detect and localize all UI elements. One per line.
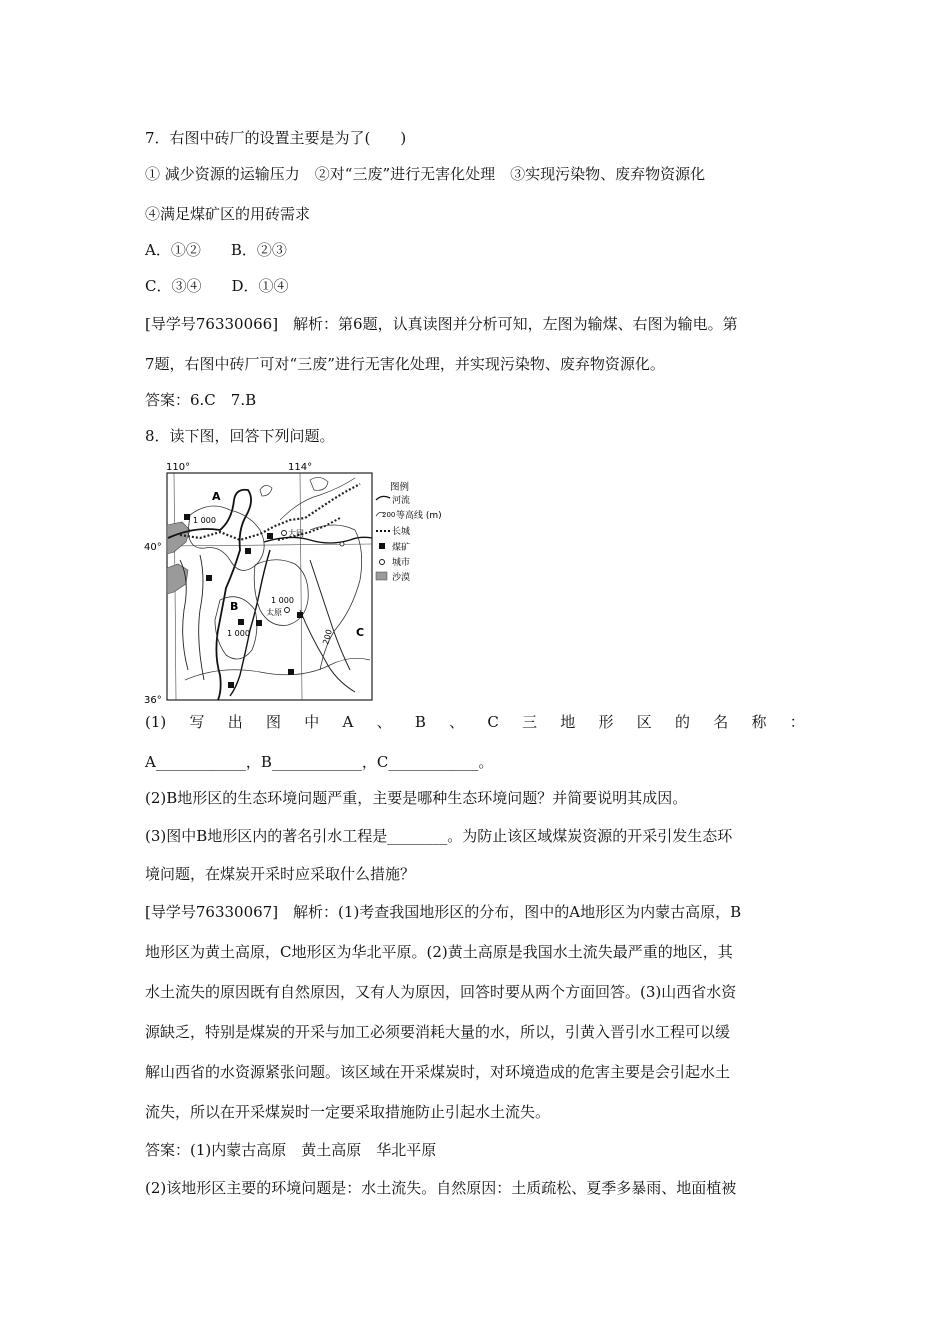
contour-label-1000-c: 1 000 bbox=[227, 629, 250, 638]
q8-sub1-char: A bbox=[342, 713, 354, 731]
q7-choice-ab: A．①② B．②③ bbox=[145, 241, 287, 259]
coal-mine-2 bbox=[267, 533, 273, 539]
q8-analysis-line-5: 解山西省的水资源紧张问题。该区域在开采煤炭时，对环境造成的危害主要是会引起水土 bbox=[145, 1063, 731, 1081]
legend-city-symbol bbox=[380, 560, 385, 565]
q7-analysis-line2: 7题，右图中砖厂可对“三废”进行无害化处理，并实现污染物、废弃物资源化。 bbox=[145, 355, 665, 373]
city-taiyuan-label: 太原 bbox=[266, 608, 282, 617]
q8-sub1-char: 的 bbox=[675, 713, 691, 731]
q8-sub1-char: 、 bbox=[449, 713, 465, 731]
region-b-label: B bbox=[230, 600, 239, 613]
q8-sub1-char: ： bbox=[789, 713, 805, 731]
legend-desert: 沙漠 bbox=[392, 573, 411, 583]
coal-mine-8 bbox=[288, 669, 294, 675]
q8-analysis-line-1: [导学号76330067] 解析：(1)考查我国地形区的分布，图中的A地形区为内蒙古高原，B bbox=[145, 903, 742, 921]
map-legend bbox=[376, 481, 442, 583]
q8-sub3-line2: 境问题，在煤炭开采时应采取什么措施？ bbox=[145, 865, 416, 883]
q8-answer-line2: (2)该地形区主要的环境问题是：水土流失。自然原因：土质疏松、夏季多暴雨、地面植被 bbox=[145, 1179, 737, 1197]
q8-analysis-line-6: 流失，所以在开采煤炭时一定要采取措施防止引起水土流失。 bbox=[145, 1103, 551, 1121]
q7-options-line2: ④满足煤矿区的用砖需求 bbox=[145, 205, 311, 223]
legend-contour-value: 200 bbox=[382, 511, 396, 519]
q8-sub1-char: 写 bbox=[189, 713, 205, 731]
q7-choice-cd: C．③④ D．①④ bbox=[145, 277, 289, 295]
q7-stem: 7．右图中砖厂的设置主要是为了( ) bbox=[145, 129, 407, 147]
q8-sub1-char: 地 bbox=[560, 713, 576, 731]
terrain-map-figure bbox=[144, 460, 442, 706]
legend-coal: 煤矿 bbox=[392, 543, 411, 553]
contour-label-1000-b: 1 000 bbox=[271, 596, 294, 605]
coal-mine-6 bbox=[256, 620, 262, 626]
coal-mine-9 bbox=[228, 682, 234, 688]
q7-analysis-line1: [导学号76330066] 解析：第6题，认真读图并分析可知，左图为输煤、右图为输电。第 bbox=[145, 315, 738, 333]
lon-label-114: 114° bbox=[288, 462, 313, 473]
coal-mine-1 bbox=[184, 514, 190, 520]
city-datong-label: 大同 bbox=[288, 529, 304, 538]
q7-options-line1: ① 减少资源的运输压力 ②对“三废”进行无害化处理 ③实现污染物、废弃物资源化 bbox=[145, 165, 706, 183]
coal-mine-3 bbox=[245, 548, 251, 554]
q8-stem: 8．读下图，回答下列问题。 bbox=[145, 427, 335, 445]
contour-label-1000-a: 1 000 bbox=[193, 516, 216, 525]
q8-sub1-char: 名 bbox=[713, 713, 729, 731]
q8-sub1-char: 中 bbox=[304, 713, 320, 731]
legend-coal-symbol bbox=[379, 543, 385, 549]
q8-sub1-char: 区 bbox=[636, 713, 652, 731]
q8-sub1-char: (1) bbox=[145, 713, 167, 731]
q8-sub1-blanks: A____________，B____________，C____________。 bbox=[145, 753, 494, 771]
q8-sub1-char: 三 bbox=[522, 713, 538, 731]
q8-analysis-line-2: 地形区为黄土高原，C地形区为华北平原。(2)黄土高原是我国水土流失最严重的地区，其 bbox=[145, 943, 733, 961]
city-taiyuan-marker bbox=[285, 608, 290, 613]
q8-sub1-stem bbox=[145, 712, 805, 732]
q8-analysis-line-3: 水土流失的原因既有自然原因，又有人为原因，回答时要从两个方面回答。(3)山西省水资 bbox=[145, 983, 737, 1001]
q8-answer-line1: 答案：(1)内蒙古高原 黄土高原 华北平原 bbox=[145, 1141, 437, 1159]
coal-mine-7 bbox=[297, 612, 303, 618]
lat-label-36: 36° bbox=[144, 695, 162, 706]
legend-river: 河流 bbox=[392, 496, 411, 506]
q8-sub3-line1: (3)图中B地形区内的著名引水工程是________。为防止该区域煤炭资源的开采引发生态环 bbox=[145, 827, 733, 845]
legend-desert-symbol bbox=[376, 572, 387, 580]
region-c-label: C bbox=[356, 626, 365, 639]
q7-answer: 答案：6.C 7.B bbox=[145, 391, 257, 409]
contour-label-200: 200 bbox=[321, 628, 334, 646]
legend-city: 城市 bbox=[392, 558, 411, 568]
lat-label-40: 40° bbox=[144, 542, 162, 553]
q8-sub1-char: B bbox=[414, 713, 426, 731]
legend-title: 图例 bbox=[390, 482, 410, 493]
region-a-label: A bbox=[212, 490, 221, 503]
map-frame bbox=[167, 473, 372, 700]
city-datong-marker bbox=[282, 531, 287, 536]
q8-sub1-char: 、 bbox=[376, 713, 392, 731]
q8-sub1-char: 称 bbox=[751, 713, 767, 731]
q8-sub1-char: 图 bbox=[265, 713, 281, 731]
legend-contour: 等高线 (m) bbox=[396, 511, 442, 521]
q8-analysis-line-4: 源缺乏，特别是煤炭的开采与加工必须要消耗大量的水，所以，引黄入晋引水工程可以缓 bbox=[145, 1023, 731, 1041]
q8-sub1-char: C bbox=[487, 713, 499, 731]
legend-wall: 长城 bbox=[392, 527, 411, 537]
coal-mine-5 bbox=[238, 619, 244, 625]
q8-sub2: (2)B地形区的生态环境问题严重，主要是哪种生态环境问题？并简要说明其成因。 bbox=[145, 789, 688, 807]
q8-sub1-char: 出 bbox=[227, 713, 243, 731]
q8-sub1-char: 形 bbox=[598, 713, 614, 731]
city-marker-east bbox=[340, 542, 344, 546]
lon-label-110: 110° bbox=[166, 462, 191, 473]
coal-mine-4 bbox=[206, 575, 212, 581]
legend-river-symbol bbox=[376, 496, 390, 500]
